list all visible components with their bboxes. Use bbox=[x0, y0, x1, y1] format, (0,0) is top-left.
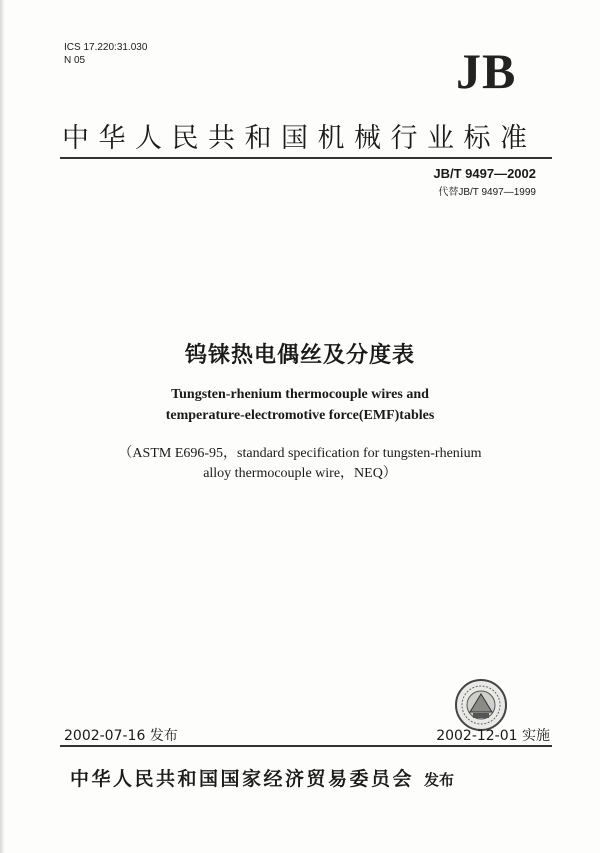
header-divider bbox=[60, 157, 552, 159]
reference-line-2: alloy thermocouple wire，NEQ） bbox=[203, 466, 397, 481]
publisher-name: 中华人民共和国国家经济贸易委员会 bbox=[70, 768, 415, 790]
footer-divider bbox=[60, 745, 552, 747]
class-code: N 05 bbox=[64, 55, 86, 66]
standard-number: JB/T 9497—2002 bbox=[433, 166, 536, 181]
publish-suffix: 发布 bbox=[424, 771, 455, 789]
reference-line-1: （ASTM E696-95，standard specification for tungsten-rhenium bbox=[118, 446, 482, 461]
document-title-english bbox=[0, 384, 600, 426]
standard-number-block bbox=[433, 166, 536, 198]
issue-date: 2002-07-16 发布 bbox=[64, 728, 178, 744]
english-title-line-2: temperature-electromotive force(EMF)tables bbox=[165, 408, 435, 423]
classification-codes bbox=[64, 41, 147, 67]
official-seal-icon bbox=[454, 678, 508, 732]
implementation-date: 2002-12-01 实施 bbox=[436, 728, 550, 744]
english-title-line-1: Tungsten-rhenium thermocouple wires and bbox=[171, 387, 429, 402]
standard-title: 中华人民共和国机械行业标准 bbox=[62, 123, 537, 154]
ics-code: ICS 17.220:31.030 bbox=[64, 42, 148, 53]
standard-logo: JB bbox=[456, 43, 517, 99]
document-title-chinese: 钨铼热电偶丝及分度表 bbox=[184, 343, 415, 368]
replaces-standard: 代替JB/T 9497—1999 bbox=[438, 187, 536, 198]
reference-standard bbox=[0, 444, 600, 484]
publisher-line bbox=[70, 764, 540, 791]
scan-edge-shadow bbox=[0, 0, 5, 853]
